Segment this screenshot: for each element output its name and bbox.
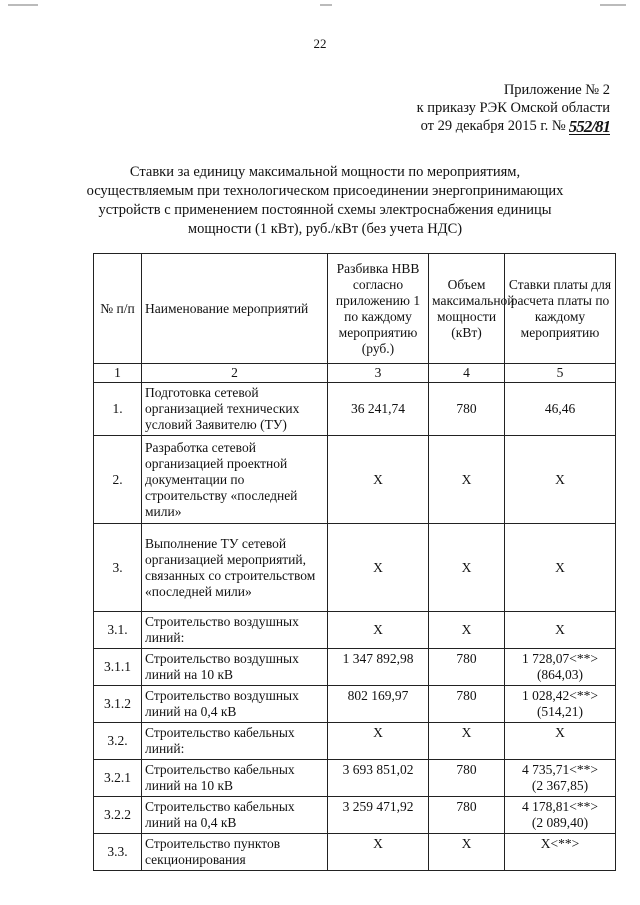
row-power: 780 (429, 797, 505, 834)
table-row (94, 834, 616, 871)
row-num: 3.1.1 (94, 649, 142, 686)
row-power: 780 (429, 686, 505, 723)
appendix-line-1: Приложение № 2 (503, 82, 610, 98)
row-nvv: X (328, 524, 429, 612)
row-nvv: 3 259 471,92 (328, 797, 429, 834)
row-power: X (429, 524, 505, 612)
row-name: Строительство воздушных линий: (142, 612, 328, 649)
rate-value: X (555, 622, 565, 637)
row-name: Строительство кабельных линий на 10 кВ (142, 760, 328, 797)
scan-artifact (320, 4, 332, 6)
table-row (94, 723, 616, 760)
row-power: 780 (429, 760, 505, 797)
row-rate (505, 436, 616, 524)
table-row (94, 436, 616, 524)
header-nvv: Разбивка НВВ согласно приложению 1 по каждому мероприятию (руб.) (328, 254, 429, 364)
row-num: 1. (94, 383, 142, 436)
table-row (94, 383, 616, 436)
row-rate (505, 723, 616, 760)
row-num: 3.2.1 (94, 760, 142, 797)
table-row (94, 524, 616, 612)
table-row (94, 797, 616, 834)
header-name: Наименование мероприятий (142, 254, 328, 364)
row-nvv: 1 347 892,98 (328, 649, 429, 686)
header-power: Объем максимальной мощности (кВт) (429, 254, 505, 364)
header-num: № п/п (94, 254, 142, 364)
row-num: 3. (94, 524, 142, 612)
row-num: 3.2.2 (94, 797, 142, 834)
header-rate: Ставки платы для расчета платы по каждому мероприятию (505, 254, 616, 364)
row-power: X (429, 436, 505, 524)
column-index: 5 (505, 364, 616, 383)
rate-value: X<**> (540, 836, 580, 851)
appendix-date: от 29 декабря 2015 г. № (420, 118, 566, 134)
column-index: 2 (142, 364, 328, 383)
row-name: Строительство воздушных линий на 10 кВ (142, 649, 328, 686)
rate-value: 4 735,71<**> (522, 762, 598, 777)
column-index: 1 (94, 364, 142, 383)
table-row (94, 612, 616, 649)
row-num: 3.1.2 (94, 686, 142, 723)
table-row (94, 686, 616, 723)
row-nvv: X (328, 834, 429, 871)
rate-half-value: (2 367,85) (531, 778, 589, 793)
row-rate (505, 524, 616, 612)
table-row (94, 760, 616, 797)
rate-half-value: (514,21) (536, 704, 584, 719)
row-nvv: X (328, 723, 429, 760)
row-name: Разработка сетевой организацией проектной документации по строительству «последней мили» (142, 436, 328, 524)
row-name: Строительство пунктов секционирования (142, 834, 328, 871)
scan-artifact (8, 4, 38, 6)
row-rate (505, 686, 616, 723)
row-name: Строительство воздушных линий на 0,4 кВ (142, 686, 328, 723)
table-row (94, 649, 616, 686)
rate-half-value: (864,03) (536, 667, 584, 682)
order-number-handwritten: 552/81 (568, 117, 610, 136)
row-nvv: 802 169,97 (328, 686, 429, 723)
row-num: 3.3. (94, 834, 142, 871)
row-power: 780 (429, 383, 505, 436)
column-index: 4 (429, 364, 505, 383)
rate-value: X (555, 471, 565, 487)
rate-value: 46,46 (544, 401, 576, 416)
row-nvv: 36 241,74 (328, 383, 429, 436)
row-num: 2. (94, 436, 142, 524)
page-number: 22 (313, 36, 327, 51)
column-index: 3 (328, 364, 429, 383)
row-num: 3.1. (94, 612, 142, 649)
row-nvv: X (328, 612, 429, 649)
row-rate (505, 649, 616, 686)
rate-value: X (555, 725, 565, 740)
row-name: Строительство кабельных линий: (142, 723, 328, 760)
row-rate (505, 834, 616, 871)
rate-value: 4 178,81<**> (522, 799, 598, 814)
rate-value: X (555, 559, 565, 575)
row-rate (505, 612, 616, 649)
rate-half-value: (2 089,40) (531, 815, 589, 830)
rate-value: 1 028,42<**> (522, 688, 598, 703)
appendix-line-2: к приказу РЭК Омской области (416, 100, 610, 116)
scan-artifact (600, 4, 626, 6)
row-name: Подготовка сетевой организацией технических условий Заявителю (ТУ) (142, 383, 328, 436)
row-rate (505, 760, 616, 797)
column-index-row (94, 364, 616, 383)
rate-value: 1 728,07<**> (522, 651, 598, 666)
row-power: X (429, 723, 505, 760)
table-header-row (94, 254, 616, 364)
document-title: Ставки за единицу максимальной мощности по мероприятиям, осуществляемым при технологическом присоединении энергопринимающих устройств с применением постоянной схемы электроснабжения единицы мощности (1 кВт), руб./кВт (без учета НДС) (86, 164, 564, 237)
rates-table (93, 253, 616, 871)
row-rate (505, 383, 616, 436)
row-nvv: 3 693 851,02 (328, 760, 429, 797)
row-power: X (429, 834, 505, 871)
appendix-header (417, 81, 610, 135)
row-nvv: X (328, 436, 429, 524)
row-name: Выполнение ТУ сетевой организацией мероприятий, связанных со строительством «последней мили» (142, 524, 328, 612)
row-name: Строительство кабельных линий на 0,4 кВ (142, 797, 328, 834)
appendix-line-3 (417, 117, 610, 135)
row-rate (505, 797, 616, 834)
row-power: 780 (429, 649, 505, 686)
row-num: 3.2. (94, 723, 142, 760)
row-power: X (429, 612, 505, 649)
